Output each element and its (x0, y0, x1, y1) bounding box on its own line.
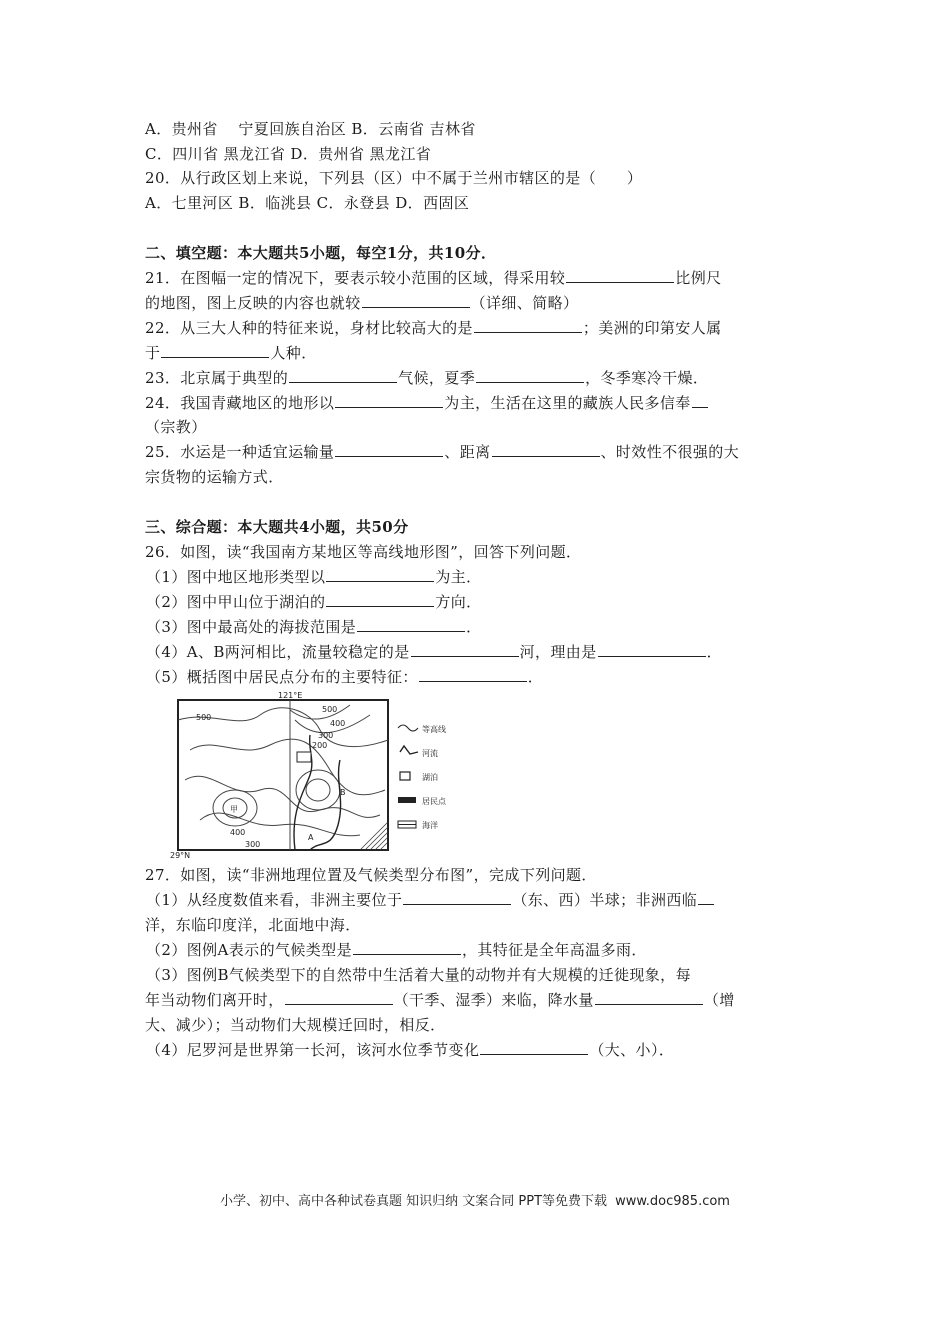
legend-lake-label: 湖泊 (422, 773, 438, 782)
q27-2 (146, 939, 647, 961)
answer-blank[interactable] (492, 441, 600, 457)
q25-line1 (145, 441, 739, 463)
q21-text-a: 21．在图幅一定的情况下，要表示较小范围的区域，得采用较 (145, 269, 566, 287)
q27-1-text-c: 洋，东临印度洋，北面地中海． (145, 916, 361, 934)
section-2-text: 二、填空题：本大题共5小题，每空1分，共10分． (145, 244, 497, 262)
q24-text-a: 24．我国青藏地区的地形以 (145, 394, 335, 412)
q22-line2 (145, 342, 317, 364)
q27-3-text-b: 年当动物们离开时， (145, 991, 284, 1009)
answer-blank[interactable] (335, 441, 443, 457)
q23-text-a: 23．北京属于典型的 (145, 369, 289, 387)
q26-2-text-b: 方向． (435, 593, 482, 611)
q26-4-text-a: （4）A、B两河相比，流量较稳定的是 (146, 643, 410, 661)
answer-blank[interactable] (362, 292, 470, 308)
q27-4 (146, 1039, 674, 1061)
legend-river-label: 河流 (422, 749, 438, 758)
page-footer (0, 1190, 950, 1209)
q21-text-b: 比例尺 (675, 269, 722, 287)
q22-text-c: 于 (145, 344, 161, 362)
answer-blank[interactable] (411, 641, 519, 657)
q27-text: 27．如图，读“非洲地理位置及气候类型分布图”，完成下列问题． (145, 866, 597, 884)
contour-label: 500 (196, 713, 212, 722)
q21-line1 (145, 267, 722, 289)
q22-text-a: 22．从三大人种的特征来说，身材比较高大的是 (145, 319, 473, 337)
q26-1-text-a: （1）图中地区地形类型以 (146, 568, 326, 586)
q21-line2 (145, 292, 578, 314)
q26-4-text-c: ． (706, 643, 723, 661)
q24-line2 (145, 416, 207, 438)
q20-question (145, 167, 642, 189)
q26-2 (146, 591, 482, 613)
q19-options-text1: A．贵州省 宁夏回族自治区 B．云南省 吉林省 (145, 120, 476, 138)
answer-blank[interactable] (289, 367, 397, 383)
q26-3 (146, 616, 482, 638)
footer-text: 小学、初中、高中各种试卷真题 知识归纳 文案合同 PPT等免费下载 (220, 1194, 608, 1209)
section-3-text: 三、综合题：本大题共4小题，共50分 (145, 518, 409, 536)
answer-blank[interactable] (476, 367, 584, 383)
answer-blank[interactable] (698, 889, 714, 905)
q26-text: 26．如图，读“我国南方某地区等高线地形图”，回答下列问题． (145, 543, 582, 561)
legend-sea-label: 海洋 (422, 821, 438, 830)
q26-4-text-b: 河，理由是 (519, 643, 597, 661)
q27-3-line1 (146, 964, 691, 986)
legend-contour-label: 等高线 (422, 725, 446, 734)
q27-4-text-a: （4）尼罗河是世界第一长河，该河水位季节变化 (146, 1041, 480, 1059)
map-frame (178, 700, 388, 850)
answer-blank[interactable] (357, 616, 465, 632)
answer-blank[interactable] (692, 392, 708, 408)
q27-1-text-a: （1）从经度数值来看，非洲主要位于 (146, 891, 403, 909)
answer-blank[interactable] (566, 267, 674, 283)
q21-text-d: （详细、简略） (470, 294, 579, 312)
q24-text-c: （宗教） (145, 418, 207, 436)
q27-3-text-c: （干季、湿季）来临，降水量 (393, 991, 594, 1009)
legend-lake-icon (400, 772, 410, 780)
answer-blank[interactable] (285, 989, 393, 1005)
answer-blank[interactable] (335, 392, 443, 408)
q25-line2 (145, 466, 284, 488)
section-3-heading (145, 516, 409, 538)
q26-5-text-a: （5）概括图中居民点分布的主要特征： (146, 668, 418, 686)
q24-text-b: 为主，生活在这里的藏族人民多信奉 (444, 394, 691, 412)
q27-2-text-b: ，其特征是全年高温多雨． (461, 941, 647, 959)
answer-blank[interactable] (595, 989, 703, 1005)
q26-1-text-b: 为主． (435, 568, 482, 586)
q25-text-d: 宗货物的运输方式． (145, 468, 284, 486)
q22-text-b: ；美洲的印第安人属 (582, 319, 722, 337)
map-legend (398, 724, 447, 830)
answer-blank[interactable] (474, 317, 582, 333)
q21-text-c: 的地图，图上反映的内容也就较 (145, 294, 361, 312)
place-label-b: B (340, 788, 346, 797)
q27-question (145, 864, 597, 886)
legend-settlement-label: 居民点 (422, 797, 446, 806)
answer-blank[interactable] (326, 566, 434, 582)
q27-3-line3 (145, 1014, 446, 1036)
q24-line1 (145, 392, 709, 414)
answer-blank[interactable] (161, 342, 269, 358)
q25-text-b: 、距离 (444, 443, 491, 461)
q19-options-line1 (145, 118, 476, 140)
place-label-jia: 甲 (230, 805, 238, 814)
q27-3-text-d: （增 (703, 991, 735, 1009)
contour-label: 400 (230, 828, 246, 837)
answer-blank[interactable] (598, 641, 706, 657)
q26-3-text-b: ． (466, 618, 482, 636)
q20-options-text: A．七里河区 B．临洮县 C．永登县 D．西固区 (145, 194, 470, 212)
contour-label: 300 (245, 840, 261, 849)
contour-map (170, 690, 455, 860)
q26-5-text-b: ． (527, 668, 544, 686)
legend-contour-icon (398, 725, 418, 731)
answer-blank[interactable] (353, 939, 461, 955)
q26-question (145, 541, 581, 563)
contour-map-figure (170, 690, 455, 860)
q19-options-line2 (145, 143, 431, 165)
answer-blank[interactable] (480, 1039, 588, 1055)
q23-text-c: ，冬季寒冷干燥． (585, 369, 709, 387)
q27-1-line1 (146, 889, 715, 911)
q20-text: 20．从行政区划上来说，下列县（区）中不属于兰州市辖区的是（ ） (145, 169, 643, 187)
legend-river-icon (400, 746, 418, 754)
answer-blank[interactable] (419, 666, 527, 682)
contour-label: 400 (330, 719, 346, 728)
q27-3-line2 (145, 989, 735, 1011)
q23-line (145, 367, 708, 389)
contour-label: 300 (318, 731, 334, 740)
q26-3-text-a: （3）图中最高处的海拔范围是 (146, 618, 357, 636)
latitude-label: 29°N (170, 851, 191, 860)
q20-options (145, 192, 469, 214)
q27-1-line2 (145, 914, 361, 936)
q22-text-d: 人种． (270, 344, 317, 362)
lake-symbol (297, 752, 311, 762)
section-2-heading (145, 242, 496, 264)
q26-2-text-a: （2）图中甲山位于湖泊的 (146, 593, 326, 611)
contour-label: 500 (322, 705, 338, 714)
q27-4-text-b: （大、小）． (589, 1041, 675, 1059)
q25-text-c: 、时效性不很强的大 (600, 443, 740, 461)
q25-text-a: 25．水运是一种适宜运输量 (145, 443, 335, 461)
q26-1 (146, 566, 482, 588)
longitude-label: 121°E (278, 691, 303, 700)
q22-line1 (145, 317, 722, 339)
q27-2-text-a: （2）图例A表示的气候类型是 (146, 941, 352, 959)
q26-5 (146, 666, 543, 688)
q27-1-text-b: （东、西）半球；非洲西临 (512, 891, 698, 909)
q26-4 (146, 641, 722, 663)
answer-blank[interactable] (326, 591, 434, 607)
q19-options-text2: C．四川省 黑龙江省 D．贵州省 黑龙江省 (145, 145, 432, 163)
place-label-a: A (308, 833, 314, 842)
legend-settlement-icon (398, 797, 416, 803)
answer-blank[interactable] (403, 889, 511, 905)
q27-3-text-a: （3）图例B气候类型下的自然带中生活着大量的动物并有大规模的迁徙现象，每 (146, 966, 691, 984)
contour-label: 200 (312, 741, 328, 750)
q23-text-b: 气候，夏季 (398, 369, 476, 387)
footer-url[interactable]: www.doc985.com (615, 1194, 730, 1209)
q27-3-text-e: 大、减少）；当动物们大规模迁回时，相反． (145, 1016, 446, 1034)
